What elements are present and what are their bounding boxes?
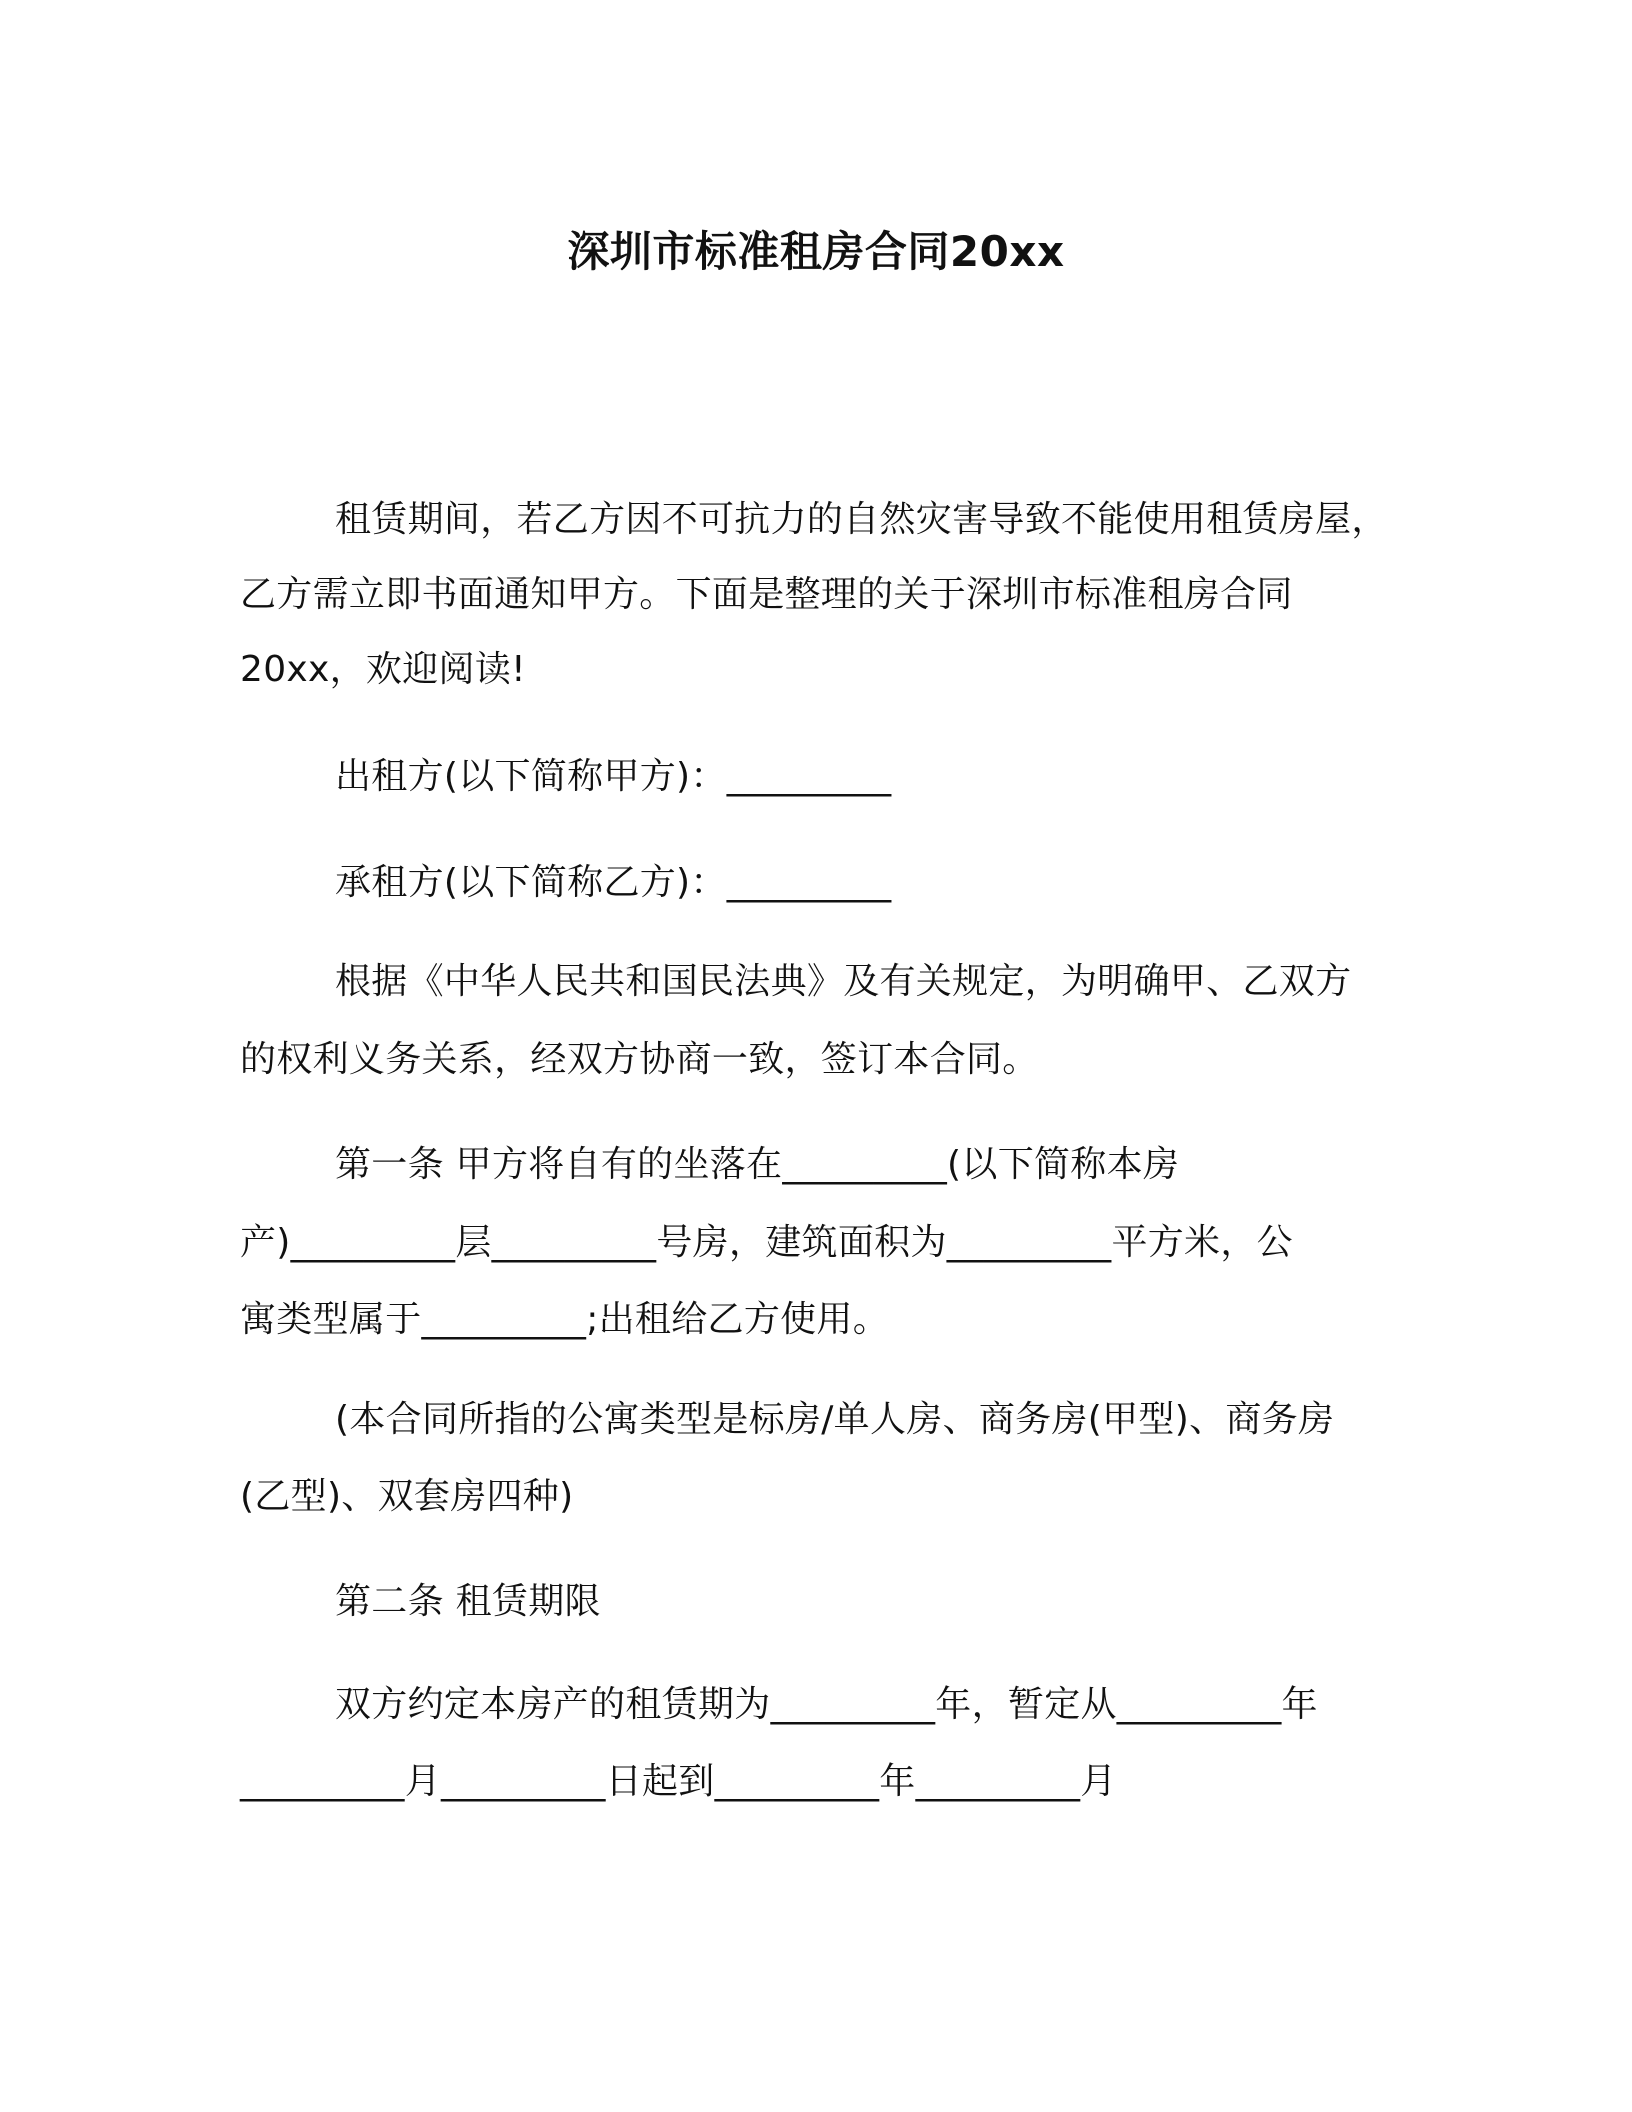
basis-line-1: 根据《中华人民共和国民法典》及有关规定，为明确甲、乙双方 [335,961,1352,1002]
document-title: 深圳市标准租房合同20xx [567,227,1065,276]
intro-line-1: 租赁期间，若乙方因不可抗力的自然灾害导致不能使用租赁房屋， [335,499,1388,540]
article2-line-2: _________月_________日起到_________年_________月 [240,1761,1117,1802]
article1-line-2: 产)_________层_________号房，建筑面积为_________平方米，公 [240,1222,1293,1263]
article2-line-1: 双方约定本房产的租赁期为_________年，暂定从_________年 [335,1684,1318,1725]
article2-heading: 第二条 租赁期限 [335,1581,601,1622]
note-line-1: (本合同所指的公寓类型是标房/单人房、商务房(甲型)、商务房 [335,1399,1335,1440]
lessee-line: 承租方(以下简称乙方)：_________ [335,862,892,903]
article1-line-1: 第一条 甲方将自有的坐落在_________(以下简称本房 [335,1144,1180,1185]
intro-line-2: 乙方需立即书面通知甲方。下面是整理的关于深圳市标准租房合同 [240,574,1293,615]
basis-line-2: 的权利义务关系，经双方协商一致，签订本合同。 [240,1039,1039,1080]
lessor-line: 出租方(以下简称甲方)：_________ [335,756,892,797]
intro-line-3: 20xx，欢迎阅读! [240,649,526,690]
article1-line-3: 寓类型属于_________;出租给乙方使用。 [240,1299,890,1340]
note-line-2: (乙型)、双套房四种) [240,1476,574,1517]
